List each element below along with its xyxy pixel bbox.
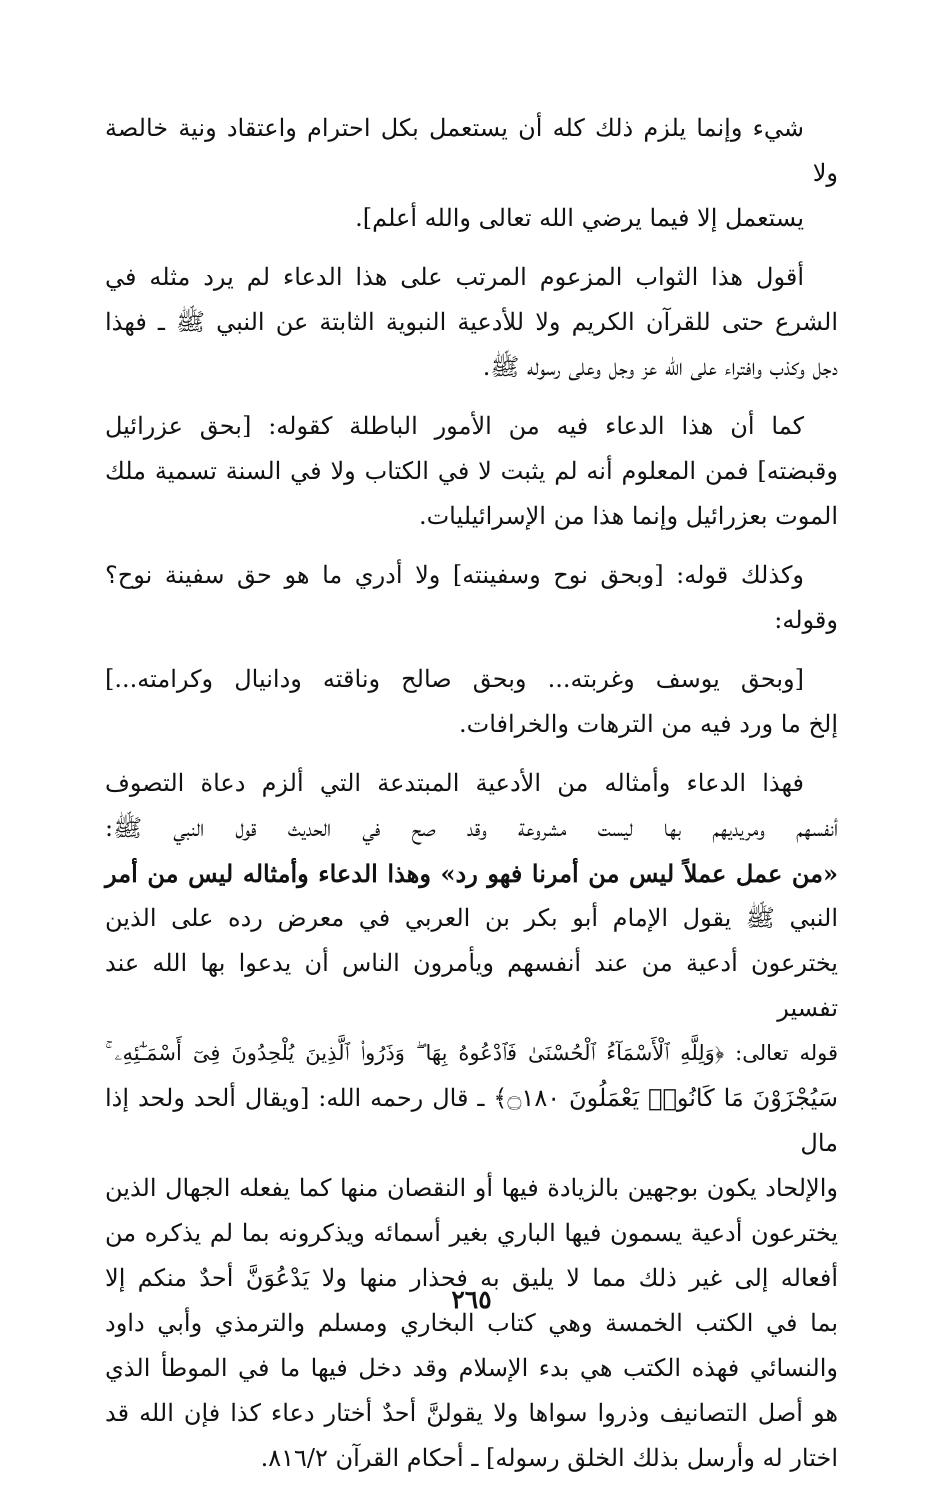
paragraph-6 xyxy=(105,761,838,1481)
paragraph-2 xyxy=(105,255,838,390)
text-line: أنفسهم ومريديهم بها ليست مشروعة وقد صح في الحديث قول النبي ﷺ: xyxy=(105,814,838,842)
text-line: كما أن هذا الدعاء فيه من الأمور الباطلة كقوله: [بحق عزرائيل xyxy=(105,412,804,440)
text-line: الشرع حتى للقرآن الكريم ولا للأدعية النبوية الثابتة عن النبي ﷺ ـ فهذا xyxy=(105,308,838,336)
text-line: هو أصل التصانيف وذروا سواها ولا يقولنَّ أحدٌ أختار دعاء كذا فإن الله قد xyxy=(105,1399,838,1427)
quran-verse-line: قوله تعالى: ﴿وَلِلَّهِ ٱلْأَسْمَآءُ ٱلْحُسْنَىٰ فَٱدْعُوهُ بِهَا ۖ وَذَرُوا۟ ٱلَّذِينَ يُلْحِدُونَ فِىٓ أَسْمَـٰٓئِهِۦ ۚ xyxy=(105,1041,838,1065)
text-line: وقبضته] فمن المعلوم أنه لم يثبت لا في الكتاب ولا في السنة تسمية ملك xyxy=(105,457,838,485)
text-line: اختار له وأرسل بذلك الخلق رسوله] ـ أحكام القرآن ٨١٦/٢. xyxy=(260,1444,838,1472)
text-line: يخترعون أدعية من عند أنفسهم ويأمرون الناس أن يدعوا بها الله عند تفسير xyxy=(105,949,838,1022)
text-line: أفعاله إلى غير ذلك مما لا يليق به فحذار منها ولا يَدْعُوَنَّ أحدٌ منكم إلا xyxy=(105,1264,838,1292)
text-line: بما في الكتب الخمسة وهي كتاب البخاري ومسلم والترمذي وأبي داود xyxy=(105,1309,838,1337)
text-line: إلخ ما ورد فيه من الترهات والخرافات. xyxy=(459,710,838,738)
text-line: يخترعون أدعية يسمون فيها الباري بغير أسمائه ويذكرونه بما لم يذكره من xyxy=(105,1219,838,1247)
page-number: ٢٦٥ xyxy=(451,1285,492,1314)
hadith-line: «من عمل عملاً ليس من أمرنا فهو رد» وهذا الدعاء وأمثاله ليس من أمر xyxy=(105,859,838,888)
paragraph-1 xyxy=(105,106,838,241)
quran-verse-line: سَيُجْزَوْنَ مَا كَانُوا۟ يَعْمَلُونَ ۝١٨٠﴾ ـ قال رحمه الله: [ويقال ألحد ولحد إذا مال xyxy=(105,1084,838,1157)
paragraph-4 xyxy=(105,553,838,643)
text-line: وكذلك قوله: [وبحق نوح وسفينته] ولا أدري ما هو حق سفينة نوح؟ xyxy=(105,561,804,589)
text-line: [وبحق يوسف وغربته... وبحق صالح وناقته ودانيال وكرامته...] xyxy=(105,665,804,693)
text-line: والنسائي فهذه الكتب هي بدء الإسلام وقد دخل فيها ما في الموطأ الذي xyxy=(105,1354,838,1382)
text-line: دجل وكذب وافتراء على الله عز وجل وعلى رسوله ﷺ. xyxy=(482,353,838,381)
text-line: شيء وإنما يلزم ذلك كله أن يستعمل بكل احترام واعتقاد ونية خالصة ولا xyxy=(105,114,838,187)
text-line: الموت بعزرائيل وإنما هذا من الإسرائيليات. xyxy=(418,502,838,530)
paragraph-5-quote xyxy=(105,657,838,747)
text-line: أقول هذا الثواب المزعوم المرتب على هذا الدعاء لم يرد مثله في xyxy=(105,263,805,291)
text-line: فهذا الدعاء وأمثاله من الأدعية المبتدعة التي ألزم دعاة التصوف xyxy=(105,769,804,797)
text-line: النبي ﷺ يقول الإمام أبو بكر بن العربي في معرض رده على الذين xyxy=(105,904,838,932)
paragraph-3 xyxy=(105,404,838,539)
text-line: والإلحاد يكون بوجهين بالزيادة فيها أو النقصان منها كما يفعله الجهال الذين xyxy=(105,1174,838,1202)
text-line: يستعمل إلا فيما يرضي الله تعالى والله أعلم]. xyxy=(355,204,804,232)
text-line: وقوله: xyxy=(774,606,838,634)
